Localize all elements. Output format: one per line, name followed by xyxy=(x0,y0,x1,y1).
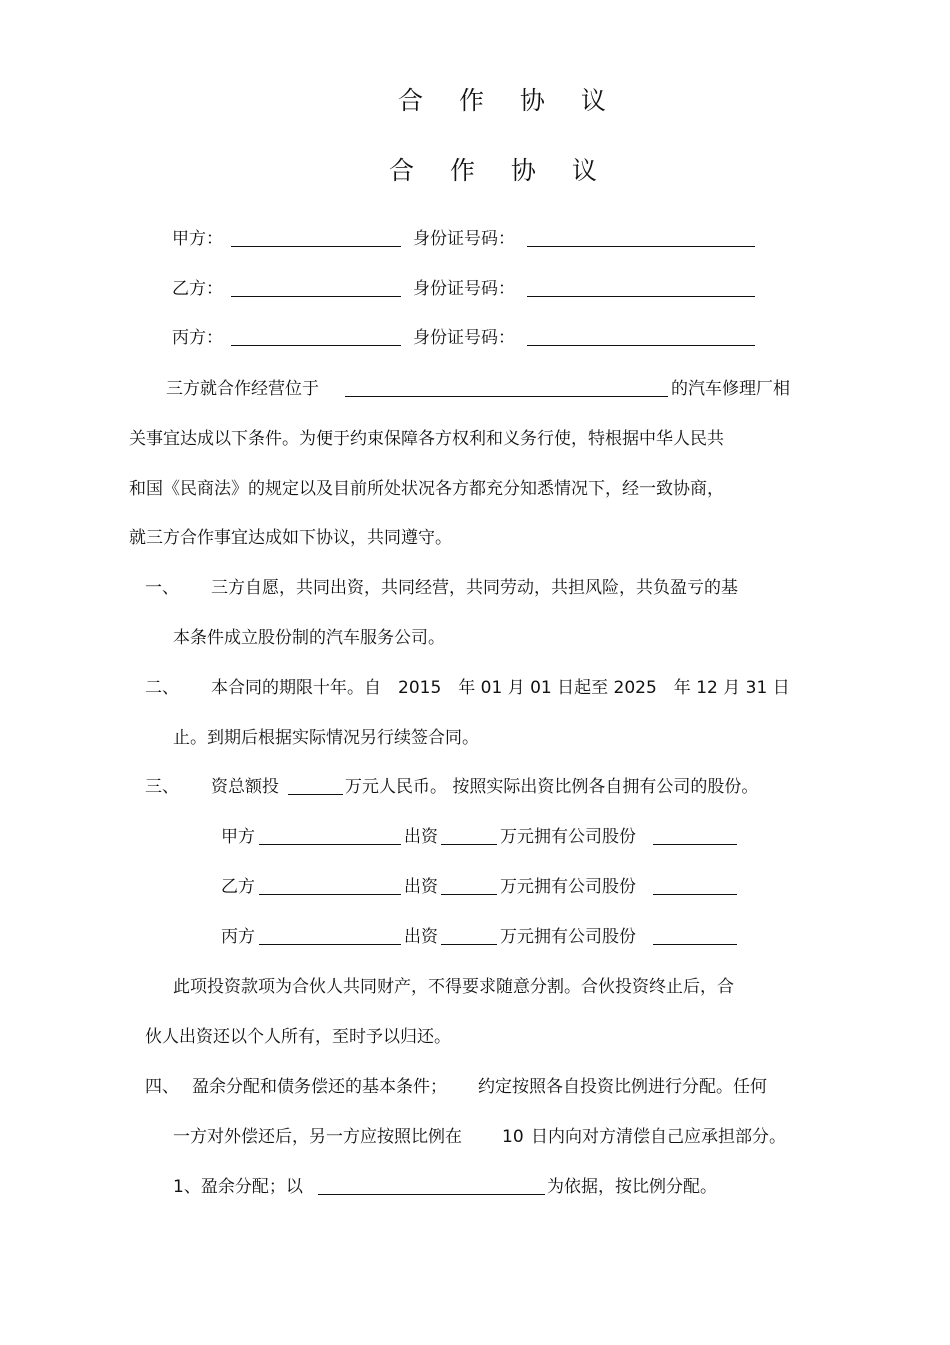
clause-1-number: 一、 xyxy=(145,578,179,598)
party-a-id-blank[interactable] xyxy=(527,246,755,247)
contribution-a-party: 甲方 xyxy=(221,827,255,847)
clause-2-line2: 止。到期后根据实际情况另行续签合同。 xyxy=(173,728,479,748)
clause-3-note-line2: 伙人出资还以个人所有，至时予以归还。 xyxy=(145,1027,451,1047)
clause-4-number: 四、 xyxy=(145,1077,179,1097)
clause-2-number: 二、 xyxy=(145,678,179,698)
party-c-id-label: 身份证号码： xyxy=(413,328,515,348)
clause-4-line2-b: 日内向对方清偿自己应承担部分。 xyxy=(531,1127,786,1147)
party-a-label: 甲方： xyxy=(172,229,223,249)
clause-4-line2-a: 一方对外偿还后，另一方应按照比例在 xyxy=(173,1127,462,1147)
party-c-id-blank[interactable] xyxy=(527,345,755,346)
intro-line4: 就三方合作事宜达成如下协议，共同遵守。 xyxy=(129,528,452,548)
clause-4-line1-b: 约定按照各自投资比例进行分配。任何 xyxy=(478,1077,767,1097)
party-b-label: 乙方： xyxy=(172,279,223,299)
party-c-label: 丙方： xyxy=(172,328,223,348)
contribution-b-amount-blank[interactable] xyxy=(441,894,497,895)
contribution-c-share-blank[interactable] xyxy=(653,944,737,945)
clause-4-line1-a: 盈余分配和债务偿还的基本条件； xyxy=(192,1077,447,1097)
contribution-a-unit: 万元拥有公司股份 xyxy=(500,827,636,847)
clause-3-suffix: 万元人民币。 按照实际出资比例各自拥有公司的股份。 xyxy=(345,777,759,797)
contribution-a-amount-blank[interactable] xyxy=(441,844,497,845)
contribution-c-unit: 万元拥有公司股份 xyxy=(500,927,636,947)
intro-line2: 关事宜达成以下条件。为便于约束保障各方权利和义务行使，特根据中华人民共 xyxy=(129,429,724,449)
clause-4-item1-prefix: 1、盈余分配；以 xyxy=(173,1177,303,1197)
contribution-a-label: 出资 xyxy=(404,827,438,847)
contribution-a-share-blank[interactable] xyxy=(653,844,737,845)
location-blank[interactable] xyxy=(345,396,668,397)
clause-3-note-line1: 此项投资款项为合伙人共同财产，不得要求随意分割。合伙投资终止后，合 xyxy=(173,977,734,997)
party-a-blank[interactable] xyxy=(231,246,401,247)
main-title: 合 作 协 议 xyxy=(389,156,611,185)
repayment-days: 10 xyxy=(502,1127,524,1147)
party-a-id-label: 身份证号码： xyxy=(413,229,515,249)
intro-line3: 和国《民商法》的规定以及目前所处状况各方都充分知悉情况下，经一致协商， xyxy=(129,479,724,499)
contribution-c-party: 丙方 xyxy=(221,927,255,947)
clause-1-line1: 三方自愿，共同出资，共同经营，共同劳动，共担风险，共负盈亏的基 xyxy=(211,578,738,598)
total-investment-blank[interactable] xyxy=(288,794,343,795)
party-b-blank[interactable] xyxy=(231,296,401,297)
header-title: 合 作 协 议 xyxy=(398,86,620,115)
intro-line1-suffix: 的汽车修理厂相 xyxy=(671,379,790,399)
contribution-a-name-blank[interactable] xyxy=(259,844,401,845)
contribution-b-label: 出资 xyxy=(404,877,438,897)
contribution-c-label: 出资 xyxy=(404,927,438,947)
clause-3-prefix: 资总额投 xyxy=(211,777,279,797)
clause-3-number: 三、 xyxy=(145,777,179,797)
contribution-b-name-blank[interactable] xyxy=(259,894,401,895)
clause-4-item1-suffix: 为依据，按比例分配。 xyxy=(547,1177,717,1197)
contribution-b-unit: 万元拥有公司股份 xyxy=(500,877,636,897)
contribution-c-name-blank[interactable] xyxy=(259,944,401,945)
party-b-id-label: 身份证号码： xyxy=(413,279,515,299)
party-c-blank[interactable] xyxy=(231,345,401,346)
intro-line1-prefix: 三方就合作经营位于 xyxy=(166,379,319,399)
contribution-b-share-blank[interactable] xyxy=(653,894,737,895)
profit-basis-blank[interactable] xyxy=(318,1194,545,1195)
contribution-c-amount-blank[interactable] xyxy=(441,944,497,945)
contribution-b-party: 乙方 xyxy=(221,877,255,897)
clause-2-line1: 本合同的期限十年。自 2015 年 01 月 01 日起至 2025 年 12 月 31 日 xyxy=(211,678,790,698)
party-b-id-blank[interactable] xyxy=(527,296,755,297)
clause-1-line2: 本条件成立股份制的汽车服务公司。 xyxy=(173,628,445,648)
